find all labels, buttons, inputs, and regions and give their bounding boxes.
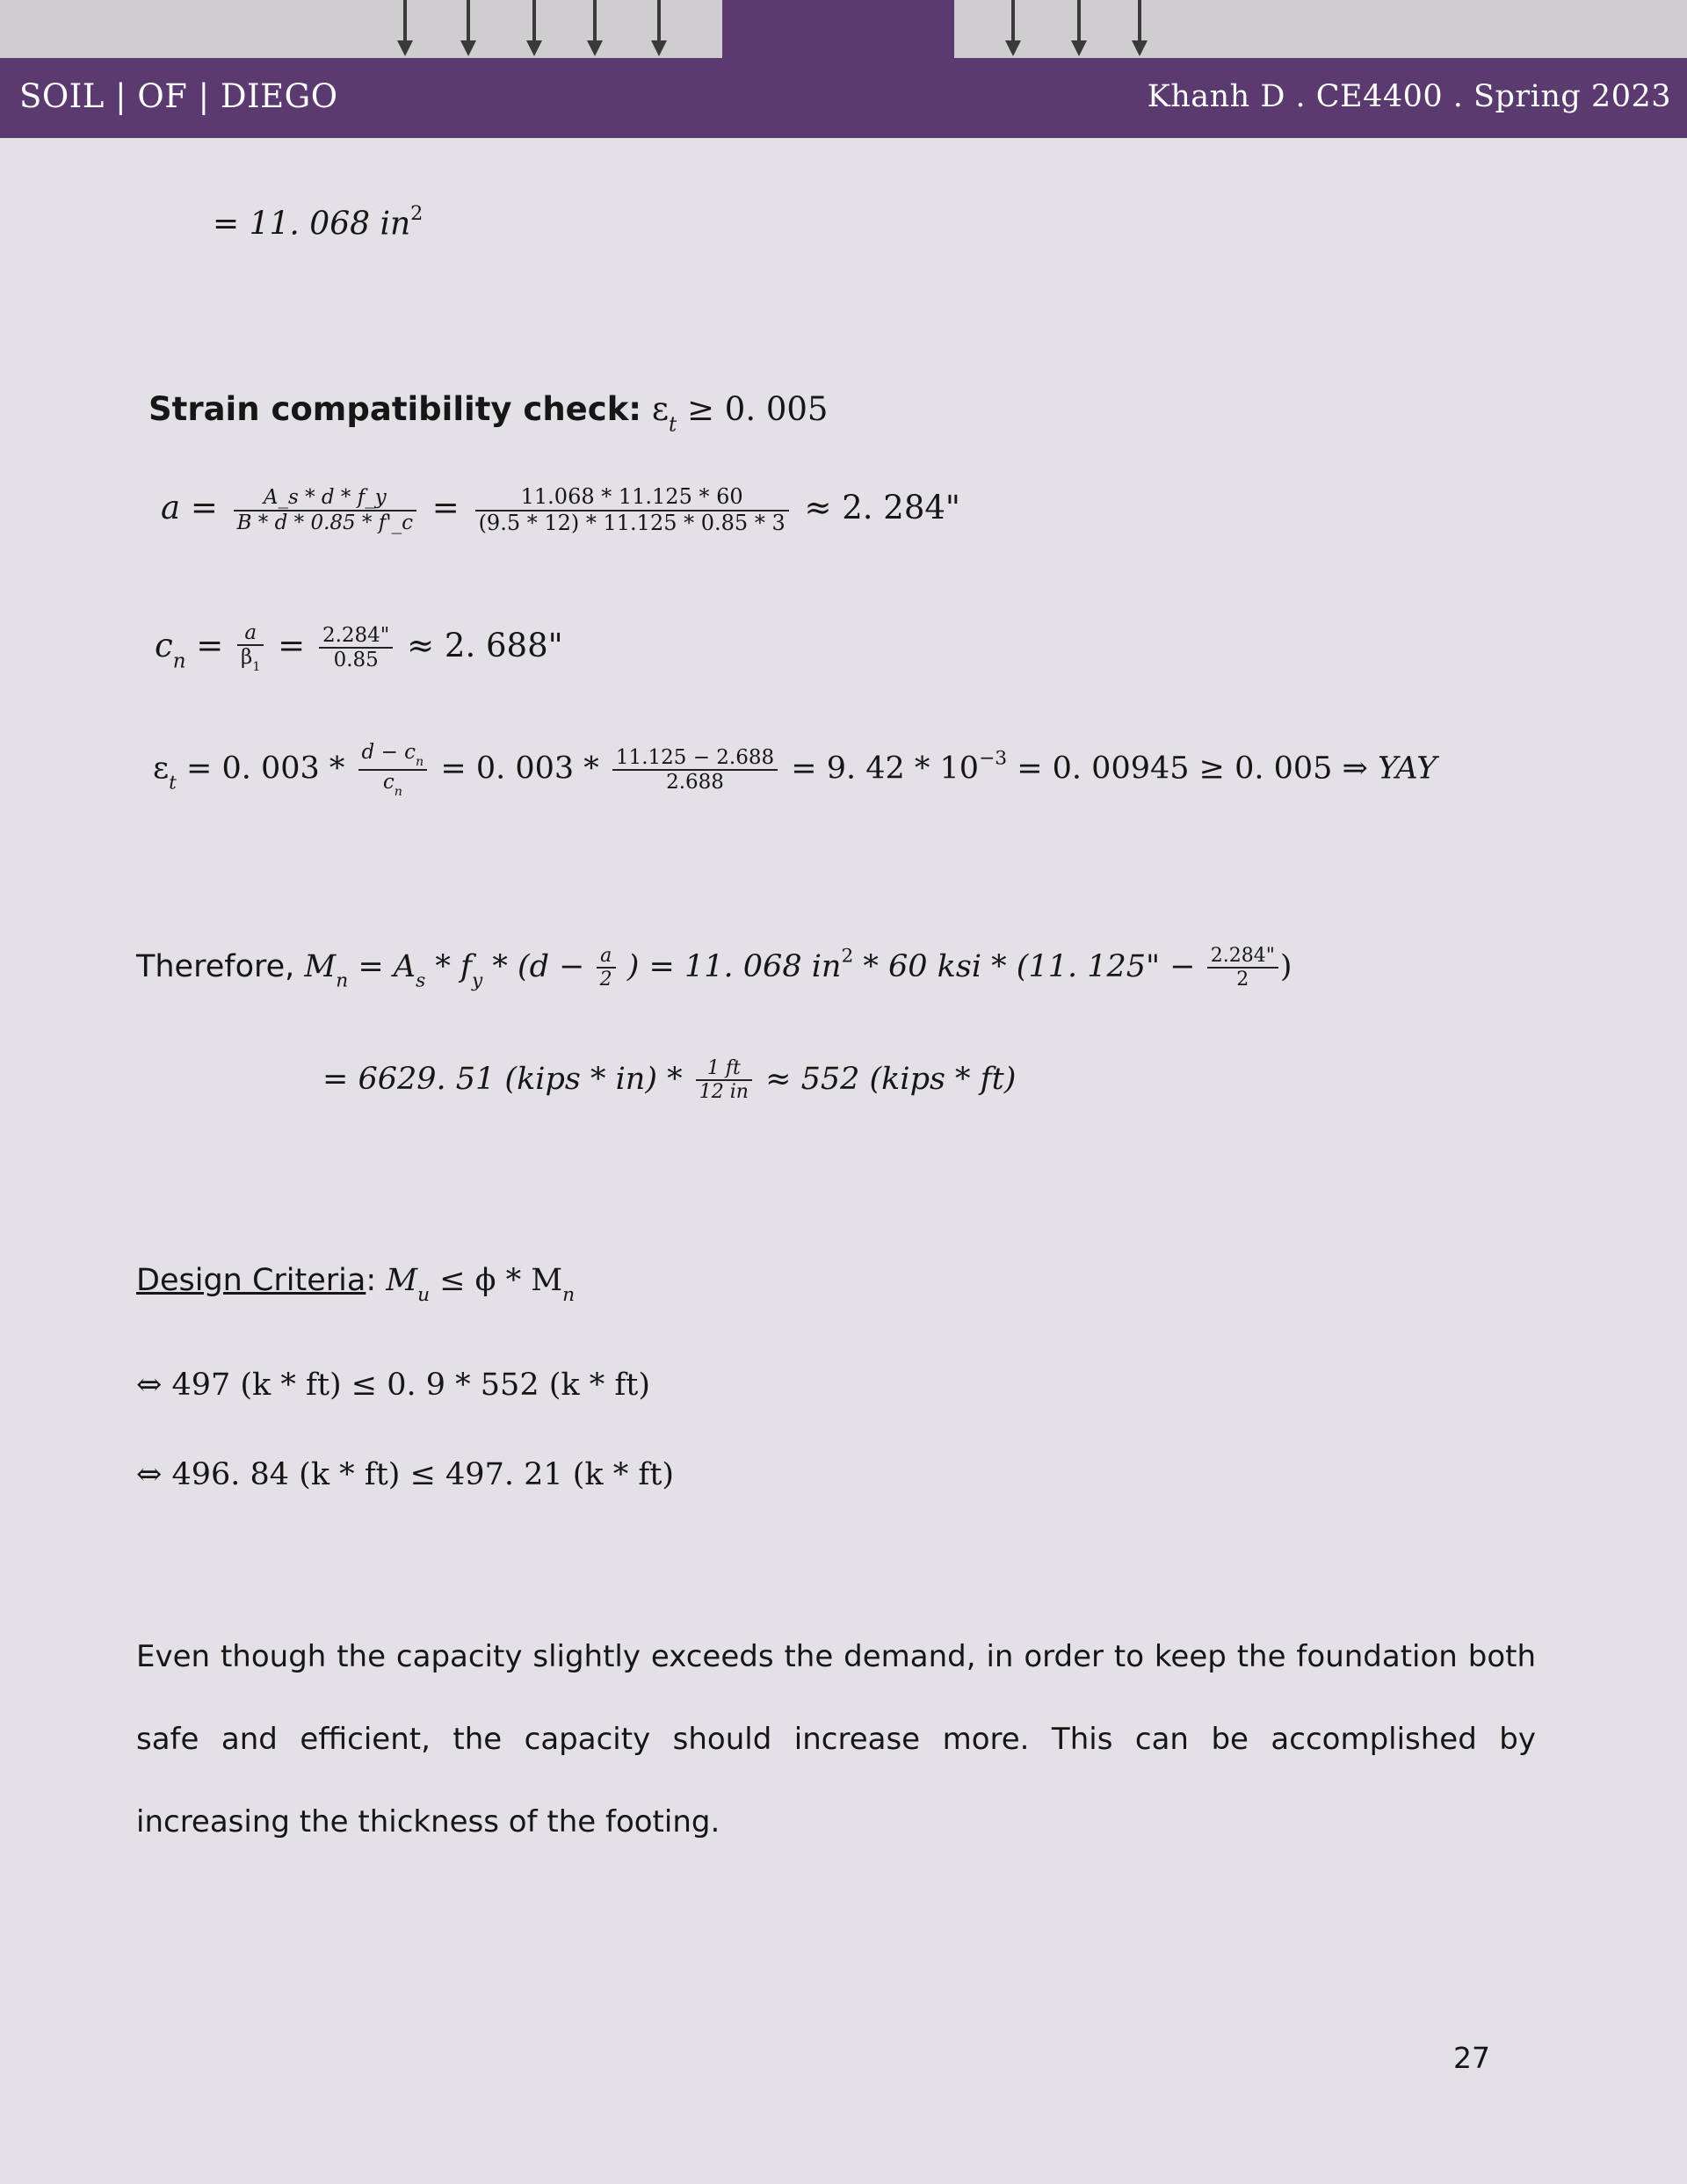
load-arrow-icon (524, 0, 545, 58)
page-number: 27 (1453, 2041, 1490, 2075)
brand-title: SOIL | OF | DIEGO (19, 77, 338, 115)
conclusion-paragraph: Even though the capacity slightly exceeds the demand, in order to keep the foundation both safe and efficient, the capacity should increase more. This can be accomplished by increasing the thickness of the footing. (136, 1639, 1536, 1839)
fraction-cn-numeric: $\frac{2.284"}{0.85}$ (319, 624, 393, 672)
equation-cn: $c_n$ = $\frac{a}{\beta_1}$ = $\frac{2.284"}{0.85}$ ≈ 2. 688" (155, 621, 563, 675)
load-arrow-icon (648, 0, 670, 58)
fraction-a-over-2: $\frac{a}{2}$ (597, 945, 616, 991)
header-notch (722, 0, 954, 62)
verdict: YAY (1378, 751, 1437, 787)
equation-a: a = $\frac{A\_s * d * f\_y}{B * d * 0.85 * f'\_c}$ = $\frac{11.068 * 11.125 * 60}{(9.5 * 12) * 11.125 * 0.85 * 3}$ ≈ 2. 284" (161, 484, 960, 535)
load-arrow-icon (395, 0, 416, 58)
course-info: Khanh D . CE4400 . Spring 2023 (1147, 79, 1671, 114)
load-arrow-icon (1003, 0, 1024, 58)
strain-heading: Strain compatibility check: $\varepsilon_t \ge 0$. 005 (148, 390, 829, 437)
check-line-1: ⇔ 497 (k * ft) ≤ 0. 9 * 552 (k * ft) (136, 1368, 651, 1403)
fraction-2284-over-2: $\frac{2.284"}{2}$ (1207, 945, 1278, 991)
area-result: = 11. 068 $in^2$ (213, 202, 424, 243)
fraction-a-numeric: $\frac{11.068 * 11.125 * 60}{(9.5 * 12) * 11.125 * 0.85 * 3}$ (475, 485, 789, 535)
fraction-strain-symbolic: $\frac{d - c_n}{c_n}$ (358, 741, 428, 799)
equation-moment-result: = 6629. 51 (kips * in) * $\frac{1 ft}{12 in}$ ≈ 552 (kips * ft) (322, 1057, 1017, 1104)
equation-moment: Therefore, $M_n = A_s * f_y * (d$ − $\frac{a}{2}$ ) = 11. 068 $in^2 * 60$ ksi * (11. 125" − $\frac{2.284"}{2}$ ) (136, 945, 1292, 992)
load-arrow-icon (1129, 0, 1150, 58)
page-header (0, 58, 1687, 138)
fraction-strain-numeric: $\frac{11.125 - 2.688}{2.688}$ (612, 746, 778, 795)
load-arrow-icon (458, 0, 479, 58)
fraction-a-symbolic: $\frac{A\_s * d * f\_y}{B * d * 0.85 * f'\_c}$ (234, 486, 416, 534)
load-arrow-icon (584, 0, 605, 58)
equation-strain: $\varepsilon_t = 0$. 003 * $\frac{d - c_n}{c_n}$ = 0. 003 * $\frac{11.125 - 2.688}{2.688}$ = 9. $42 * 10^{-3} = 0$. 00945 ≥ 0. 005 ⇒ YAY (153, 741, 1437, 800)
fraction-cn-symbolic: $\frac{a}{\beta_1}$ (237, 621, 264, 675)
load-arrow-icon (1068, 0, 1090, 58)
fraction-ft-per-in: $\frac{1 ft}{12 in}$ (696, 1057, 752, 1104)
check-line-2: ⇔ 496. 84 (k * ft) ≤ 497. 21 (k * ft) (136, 1457, 675, 1492)
design-criteria: Design Criteria: $M_u \le \phi * M_n$ (136, 1263, 576, 1306)
